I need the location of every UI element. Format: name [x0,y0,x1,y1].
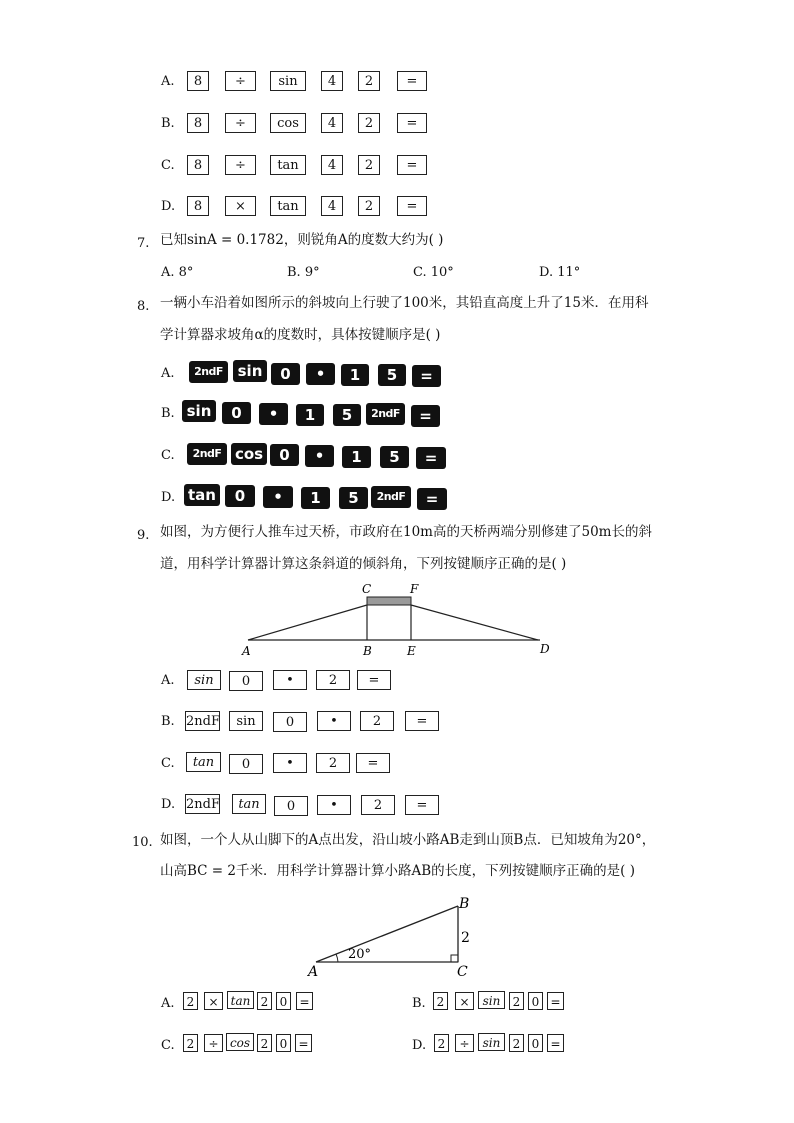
question-text-line1: 如图，一个人从山脚下的A点出发，沿山坡小路AB走到山顶B点．已知坡角为20°， [160,832,656,848]
label-f: F [410,582,419,596]
key: 4 [321,155,343,175]
answer-c: C. 10° [413,265,454,280]
key: cos [270,113,306,133]
key: • [273,753,307,773]
key: = [405,795,439,815]
option-label: D. [412,1038,427,1053]
key: • [273,670,307,690]
key: 2 [509,992,524,1010]
key: tan [232,794,266,814]
option-label: D. [161,199,176,214]
key-0: 0 [271,363,300,385]
key-sin: sin [182,400,216,422]
option-label: B. [161,714,175,729]
key: 8 [187,196,209,216]
key: = [405,711,439,731]
key: sin [478,1033,505,1051]
key: • [317,711,351,731]
key-5: 5 [380,446,409,468]
key: ÷ [225,71,256,91]
key-0: 0 [222,402,251,424]
key: = [397,196,427,216]
key: = [295,1034,312,1052]
key: tan [186,752,221,772]
key: 0 [276,1034,291,1052]
question-number: 8. [137,299,150,314]
key-1: 1 [296,404,324,426]
key-point: • [259,403,288,425]
key: = [397,155,427,175]
key: 4 [321,113,343,133]
option-label: B. [161,116,175,131]
label-c: C [457,964,468,980]
option-label: C. [161,448,175,463]
key: = [397,71,427,91]
option-label: D. [161,490,176,505]
key-tan: tan [184,484,220,506]
key: = [547,992,564,1010]
key-2ndf: 2ndF [189,361,228,383]
key: = [397,113,427,133]
option-label: B. [161,406,175,421]
key-0: 0 [225,485,255,507]
key: 0 [273,712,307,732]
answer-d: D. 11° [539,265,581,280]
key: = [547,1034,564,1052]
key: ÷ [225,113,256,133]
key-equals: = [416,447,446,469]
label-side: 2 [461,930,470,946]
key: 2 [434,1034,449,1052]
key-point: • [305,445,334,467]
question-text-line1: 一辆小车沿着如图所示的斜坡向上行驶了100米，其铅直高度上升了15米．在用科 [160,295,649,311]
label-b: B [363,644,372,658]
key-equals: = [411,405,440,427]
question-text-line2: 学计算器求坡角α的度数时，具体按键顺序是( ) [160,327,441,343]
key: 2ndF [185,711,220,731]
option-label: A. [161,996,175,1011]
key: 2 [183,1034,198,1052]
key: 2ndF [185,794,220,814]
key: 8 [187,113,209,133]
option-label: A. [161,366,175,381]
key-5: 5 [333,404,361,426]
key: 2 [358,71,380,91]
key: cos [226,1033,254,1051]
option-label: B. [412,996,426,1011]
key-equals: = [412,365,441,387]
label-b: B [459,896,470,912]
answer-b: B. 9° [287,265,320,280]
key: 2 [509,1034,524,1052]
key-cos: cos [231,443,267,465]
key: sin [478,991,505,1009]
question-text-line2: 山高BC = 2千米．用科学计算器计算小路AB的长度，下列按键顺序正确的是( ) [160,863,635,879]
key-2ndf: 2ndF [371,486,411,508]
question-number: 10. [132,835,153,850]
label-a: A [242,644,251,658]
key: 0 [276,992,291,1010]
question-text-line1: 如图，为方便行人推车过天桥，市政府在10m高的天桥两端分别修建了50m长的斜 [160,524,652,540]
key: 2 [358,155,380,175]
key: 2 [433,992,448,1010]
key: = [356,753,390,773]
key: × [225,196,256,216]
option-label: A. [161,673,175,688]
key-5: 5 [378,364,406,386]
key-1: 1 [342,446,371,468]
key: 2 [358,113,380,133]
key-0: 0 [270,444,299,466]
bridge-figure [230,578,560,660]
key: 8 [187,155,209,175]
key: 2 [358,196,380,216]
key-point: • [306,363,335,385]
key: 0 [229,754,263,774]
key: 2 [361,795,395,815]
label-a: A [308,964,319,980]
key: tan [227,991,254,1009]
slope-figure [300,892,480,982]
question-number: 9. [137,528,150,543]
key: 2 [316,670,350,690]
option-label: D. [161,797,176,812]
key-1: 1 [301,487,330,509]
key-1: 1 [341,364,369,386]
label-d: D [540,642,550,656]
key: 2 [183,992,198,1010]
key-2ndf: 2ndF [366,403,405,425]
option-label: A. [161,74,175,89]
key: × [204,992,223,1010]
key: sin [270,71,306,91]
key: 4 [321,196,343,216]
key: ÷ [455,1034,474,1052]
key: 2 [316,753,350,773]
key: • [317,795,351,815]
key: 0 [528,992,543,1010]
key: 2 [257,1034,272,1052]
key: 0 [528,1034,543,1052]
key: ÷ [225,155,256,175]
key: 2 [257,992,272,1010]
key-point: • [263,486,293,508]
key: 4 [321,71,343,91]
key-2ndf: 2ndF [187,443,227,465]
key: 2 [360,711,394,731]
option-label: C. [161,158,175,173]
question-text-line2: 道，用科学计算器计算这条斜道的倾斜角，下列按键顺序正确的是( ) [160,556,567,572]
label-angle: 20° [348,947,372,962]
option-label: C. [161,756,175,771]
key-5: 5 [339,487,368,509]
key: 8 [187,71,209,91]
key: = [296,992,313,1010]
key: 0 [274,796,308,816]
question-text: 已知sinA = 0.1782，则锐角A的度数大约为( ) [160,232,444,248]
key: ÷ [204,1034,223,1052]
key: tan [270,196,306,216]
key: 0 [229,671,263,691]
key: tan [270,155,306,175]
key-sin: sin [233,360,267,382]
key: sin [229,711,263,731]
key: × [455,992,474,1010]
answer-a: A. 8° [161,265,194,280]
label-c: C [362,582,372,596]
key: sin [187,670,221,690]
label-e: E [407,644,416,658]
key: = [357,670,391,690]
question-number: 7. [137,236,150,251]
key-equals: = [417,488,447,510]
option-label: C. [161,1038,175,1053]
